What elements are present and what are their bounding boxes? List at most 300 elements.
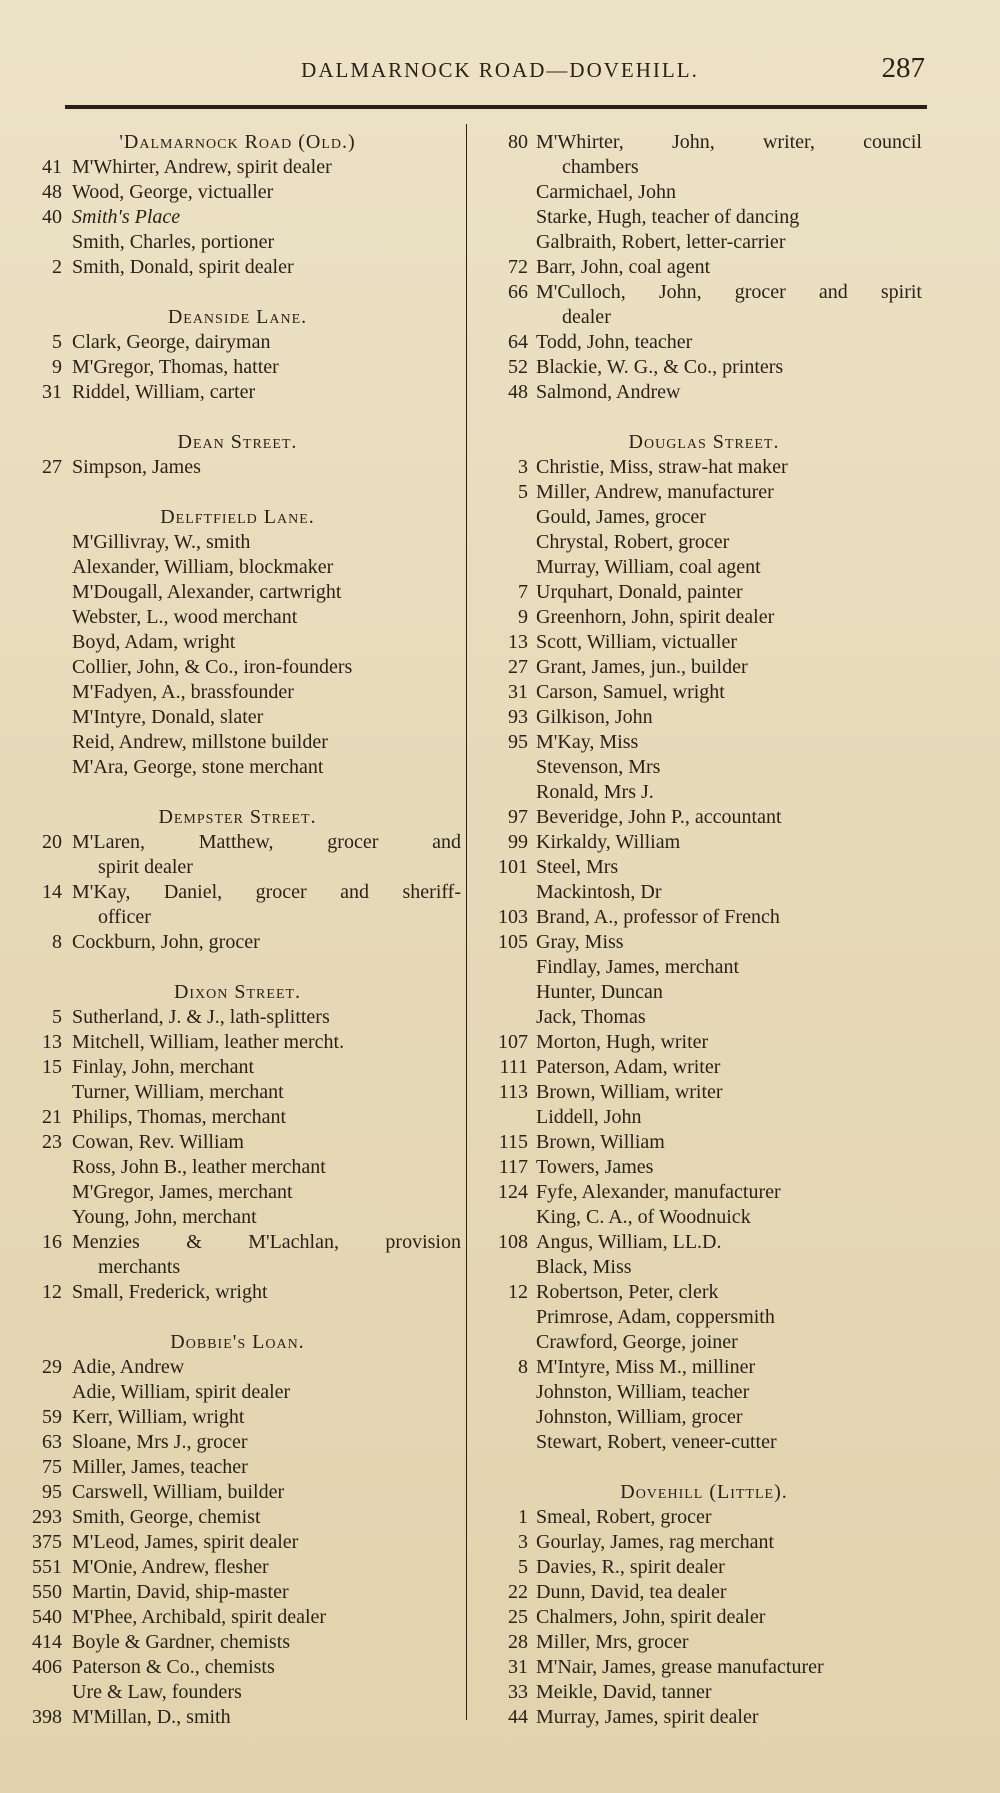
entry-text: Mackintosh, Dr — [536, 881, 662, 903]
house-number: 25 — [508, 1606, 528, 1628]
entry-text: M'Culloch, John, grocer and spirit — [536, 281, 922, 303]
directory-entry — [14, 1530, 461, 1555]
entry-text: Barr, John, coal agent — [536, 256, 711, 278]
entry-text: Smith, Donald, spirit dealer — [72, 256, 294, 278]
directory-entry — [486, 1105, 922, 1130]
directory-entry — [486, 830, 922, 855]
house-number: 105 — [498, 931, 528, 953]
entry-text: Brown, William — [536, 1131, 665, 1153]
house-number — [14, 755, 72, 780]
entry-text: M'Kay, Miss — [536, 731, 639, 753]
directory-entry — [14, 605, 461, 630]
street-heading: Deanside Lane. — [167, 306, 308, 328]
entry-text: King, C. A., of Woodnuick — [536, 1206, 751, 1228]
house-number: 27 — [42, 456, 62, 478]
directory-entry — [14, 1005, 461, 1030]
directory-entry — [14, 330, 461, 355]
directory-entry — [486, 1705, 922, 1730]
entry-text: Dunn, David, tea dealer — [536, 1581, 727, 1603]
entry-text: M'Millan, D., smith — [72, 1706, 231, 1728]
entry-text: Boyd, Adam, wright — [72, 631, 236, 653]
right-column — [486, 130, 922, 1730]
entry-text: M'Fadyen, A., brassfounder — [72, 681, 294, 703]
house-number: 5 — [518, 481, 528, 503]
house-number: 9 — [518, 606, 528, 628]
house-number: 406 — [32, 1656, 62, 1678]
house-number: 52 — [508, 356, 528, 378]
directory-entry — [14, 1205, 461, 1230]
section-gap — [14, 405, 461, 430]
directory-entry — [486, 905, 922, 930]
entry-text: Stevenson, Mrs — [536, 756, 661, 778]
house-number: 2 — [52, 256, 62, 278]
directory-entry — [486, 1255, 922, 1280]
entry-text: Miller, James, teacher — [72, 1456, 248, 1478]
entry-text: Turner, William, merchant — [72, 1081, 284, 1103]
directory-entry — [14, 255, 461, 280]
directory-entry — [486, 1130, 922, 1155]
house-number: 63 — [42, 1431, 62, 1453]
entry-text: Miller, Mrs, grocer — [536, 1631, 689, 1653]
house-number: 5 — [518, 1556, 528, 1578]
directory-entry — [14, 1630, 461, 1655]
house-number: 23 — [42, 1131, 62, 1153]
directory-entry — [486, 755, 922, 780]
entry-text: Primrose, Adam, coppersmith — [536, 1306, 775, 1328]
entry-text: Towers, James — [536, 1156, 654, 1178]
entry-text: Beveridge, John P., accountant — [536, 806, 782, 828]
directory-entry — [486, 1205, 922, 1230]
entry-text: Salmond, Andrew — [536, 381, 681, 403]
entry-text: Urquhart, Donald, painter — [536, 581, 743, 603]
house-number: 31 — [42, 381, 62, 403]
directory-entry — [486, 380, 922, 405]
entry-continuation — [486, 305, 922, 330]
directory-entry — [486, 580, 922, 605]
entry-text: Hunter, Duncan — [536, 981, 663, 1003]
house-number: 8 — [518, 1356, 528, 1378]
street-heading: Dovehill (Little). — [620, 1481, 788, 1503]
entry-text: Meikle, David, tanner — [536, 1681, 712, 1703]
directory-entry — [486, 130, 922, 155]
directory-entry — [14, 830, 461, 855]
directory-entry — [14, 1130, 461, 1155]
street-heading: Dean Street. — [177, 431, 298, 453]
entry-text: Young, John, merchant — [72, 1206, 257, 1228]
directory-entry — [486, 730, 922, 755]
house-number: 108 — [498, 1231, 528, 1253]
house-number: 12 — [508, 1281, 528, 1303]
entry-text: Black, Miss — [536, 1256, 632, 1278]
house-number — [486, 1205, 536, 1230]
directory-entry — [486, 1655, 922, 1680]
entry-text: Johnston, William, grocer — [536, 1406, 743, 1428]
entry-text: M'Kay, Daniel, grocer and sheriff- — [72, 881, 461, 903]
entry-text: Carswell, William, builder — [72, 1481, 285, 1503]
entry-text: Christie, Miss, straw-hat maker — [536, 456, 788, 478]
directory-entry — [14, 455, 461, 480]
directory-entry — [14, 730, 461, 755]
page-number: 287 — [881, 52, 925, 84]
entry-text: M'Dougall, Alexander, cartwright — [72, 581, 342, 603]
entry-text: Riddel, William, carter — [72, 381, 256, 403]
directory-entry — [14, 1055, 461, 1080]
directory-entry — [486, 1380, 922, 1405]
house-number — [14, 680, 72, 705]
house-number: 80 — [508, 131, 528, 153]
directory-entry — [486, 1005, 922, 1030]
entry-continuation — [14, 855, 461, 880]
entry-text: Blackie, W. G., & Co., printers — [536, 356, 784, 378]
house-number: 95 — [508, 731, 528, 753]
house-number — [14, 580, 72, 605]
entry-text: Reid, Andrew, millstone builder — [72, 731, 328, 753]
entry-text: Boyle & Gardner, chemists — [72, 1631, 291, 1653]
entry-text: M'Leod, James, spirit dealer — [72, 1531, 299, 1553]
house-number: 13 — [42, 1031, 62, 1053]
entry-text: Mitchell, William, leather mercht. — [72, 1031, 345, 1053]
house-number: 113 — [498, 1081, 528, 1103]
directory-entry — [486, 980, 922, 1005]
house-number: 293 — [32, 1506, 62, 1528]
entry-text: M'Whirter, John, writer, council — [536, 131, 922, 153]
section-gap — [14, 280, 461, 305]
entry-text: Kerr, William, wright — [72, 1406, 245, 1428]
house-number: 75 — [42, 1456, 62, 1478]
house-number — [486, 1305, 536, 1330]
entry-text: Todd, John, teacher — [536, 331, 693, 353]
column-divider — [466, 124, 467, 1720]
directory-entry — [14, 1430, 461, 1455]
entry-text: Menzies & M'Lachlan, provision — [72, 1231, 461, 1253]
entry-text: merchants — [98, 1256, 181, 1278]
directory-entry — [14, 205, 461, 230]
entry-text: M'Nair, James, grease manufacturer — [536, 1656, 824, 1678]
directory-entry — [486, 855, 922, 880]
street-heading: Dobbie's Loan. — [170, 1331, 305, 1353]
directory-entry — [14, 555, 461, 580]
house-number — [486, 955, 536, 980]
directory-entry — [486, 605, 922, 630]
house-number: 550 — [32, 1581, 62, 1603]
directory-entry — [486, 1630, 922, 1655]
entry-text: Ure & Law, founders — [72, 1681, 242, 1703]
directory-entry — [486, 630, 922, 655]
entry-text: Greenhorn, John, spirit dealer — [536, 606, 775, 628]
house-number: 16 — [42, 1231, 62, 1253]
entry-text: Fyfe, Alexander, manufacturer — [536, 1181, 781, 1203]
entry-text: Miller, Andrew, manufacturer — [536, 481, 774, 503]
directory-entry — [486, 330, 922, 355]
directory-entry — [486, 1405, 922, 1430]
house-number: 8 — [52, 931, 62, 953]
house-number: 117 — [498, 1156, 528, 1178]
directory-entry — [486, 230, 922, 255]
house-number: 27 — [508, 656, 528, 678]
house-number — [486, 1430, 536, 1455]
directory-entry — [14, 705, 461, 730]
directory-entry — [14, 155, 461, 180]
directory-entry — [14, 1605, 461, 1630]
directory-entry — [486, 1180, 922, 1205]
directory-entry — [14, 1705, 461, 1730]
street-heading: Dixon Street. — [173, 981, 302, 1003]
house-number: 7 — [518, 581, 528, 603]
directory-entry — [486, 480, 922, 505]
house-number: 28 — [508, 1631, 528, 1653]
house-number — [14, 1380, 72, 1405]
street-heading: 'Dalmarnock Road (Old.) — [119, 131, 356, 153]
entry-text: Chrystal, Robert, grocer — [536, 531, 730, 553]
entry-text: Grant, James, jun., builder — [536, 656, 748, 678]
directory-entry — [14, 755, 461, 780]
house-number — [14, 630, 72, 655]
house-number: 5 — [52, 1006, 62, 1028]
house-number — [486, 230, 536, 255]
directory-entry — [14, 1480, 461, 1505]
entry-text: Adie, Andrew — [72, 1356, 185, 1378]
directory-entry — [14, 1280, 461, 1305]
house-number: 375 — [32, 1531, 62, 1553]
entry-text: Carson, Samuel, wright — [536, 681, 725, 703]
entry-text: Galbraith, Robert, letter-carrier — [536, 231, 786, 253]
entry-text: M'Gillivray, W., smith — [72, 531, 251, 553]
house-number: 551 — [32, 1556, 62, 1578]
house-number — [486, 205, 536, 230]
house-number: 12 — [42, 1281, 62, 1303]
house-number — [14, 230, 72, 255]
directory-entry — [486, 1280, 922, 1305]
house-number — [14, 705, 72, 730]
directory-entry — [486, 1055, 922, 1080]
directory-entry — [486, 1330, 922, 1355]
entry-text: Murray, James, spirit dealer — [536, 1706, 759, 1728]
directory-entry — [486, 655, 922, 680]
house-number: 31 — [508, 681, 528, 703]
entry-text: Cowan, Rev. William — [72, 1131, 244, 1153]
house-number — [486, 880, 536, 905]
directory-entry — [14, 680, 461, 705]
directory-entry — [486, 505, 922, 530]
directory-entry — [14, 930, 461, 955]
house-number: 93 — [508, 706, 528, 728]
directory-entry — [14, 1555, 461, 1580]
entry-text: Sutherland, J. & J., lath-splitters — [72, 1006, 330, 1028]
house-number: 103 — [498, 906, 528, 928]
house-number — [14, 1680, 72, 1705]
entry-text: Webster, L., wood merchant — [72, 606, 298, 628]
entry-text: Scott, William, victualler — [536, 631, 738, 653]
directory-entry — [14, 1155, 461, 1180]
directory-entry — [14, 1380, 461, 1405]
directory-entry — [486, 530, 922, 555]
directory-entry — [486, 1680, 922, 1705]
directory-entry — [14, 1230, 461, 1255]
directory-entry — [486, 555, 922, 580]
section-gap — [14, 1305, 461, 1330]
entry-text: Chalmers, John, spirit dealer — [536, 1606, 766, 1628]
entry-text: Murray, William, coal agent — [536, 556, 761, 578]
directory-entry — [486, 930, 922, 955]
house-number: 64 — [508, 331, 528, 353]
directory-entry — [486, 805, 922, 830]
entry-text: chambers — [562, 156, 639, 178]
entry-text: Finlay, John, merchant — [72, 1056, 255, 1078]
directory-entry — [14, 655, 461, 680]
directory-entry — [14, 580, 461, 605]
directory-entry — [14, 1655, 461, 1680]
directory-entry — [14, 530, 461, 555]
entry-text: Starke, Hugh, teacher of dancing — [536, 206, 800, 228]
directory-entry — [14, 630, 461, 655]
directory-entry — [486, 1555, 922, 1580]
directory-entry — [486, 455, 922, 480]
left-column — [14, 130, 461, 1730]
directory-entry — [486, 205, 922, 230]
entry-text: M'Gregor, James, merchant — [72, 1181, 293, 1203]
house-number: 1 — [518, 1506, 528, 1528]
house-number: 66 — [508, 281, 528, 303]
entry-text: Ronald, Mrs J. — [536, 781, 654, 803]
directory-entry — [486, 255, 922, 280]
directory-entry — [14, 380, 461, 405]
entry-text: dealer — [562, 306, 611, 328]
entry-text: M'Laren, Matthew, grocer and — [72, 831, 461, 853]
house-number: 22 — [508, 1581, 528, 1603]
page-header — [0, 52, 1000, 92]
entry-continuation — [14, 1255, 461, 1280]
entry-text: Alexander, William, blockmaker — [72, 556, 334, 578]
house-number — [486, 980, 536, 1005]
entry-text: Smith, George, chemist — [72, 1506, 261, 1528]
entry-text: Robertson, Peter, clerk — [536, 1281, 719, 1303]
house-number: 59 — [42, 1406, 62, 1428]
house-number — [486, 505, 536, 530]
house-number: 398 — [32, 1706, 62, 1728]
house-number — [486, 1330, 536, 1355]
entry-text: Brand, A., professor of French — [536, 906, 780, 928]
house-number — [14, 530, 72, 555]
directory-entry — [14, 1105, 461, 1130]
entry-text: Liddell, John — [536, 1106, 642, 1128]
directory-entry — [486, 1605, 922, 1630]
entry-text: Davies, R., spirit dealer — [536, 1556, 725, 1578]
entry-continuation — [486, 155, 922, 180]
entry-text: Crawford, George, joiner — [536, 1331, 738, 1353]
house-number: 13 — [508, 631, 528, 653]
entry-text: Ross, John B., leather merchant — [72, 1156, 326, 1178]
house-number — [486, 1380, 536, 1405]
entry-text: M'Intyre, Donald, slater — [72, 706, 264, 728]
entry-text: Findlay, James, merchant — [536, 956, 740, 978]
house-number: 44 — [508, 1706, 528, 1728]
house-number: 111 — [499, 1056, 528, 1078]
section-gap — [486, 405, 922, 430]
entry-text: M'Ara, George, stone merchant — [72, 756, 324, 778]
entry-text: Adie, William, spirit dealer — [72, 1381, 291, 1403]
house-number: 99 — [508, 831, 528, 853]
house-number: 40 — [42, 206, 62, 228]
header-rule — [65, 105, 927, 109]
entry-text: Angus, William, LL.D. — [536, 1231, 722, 1253]
house-number — [486, 180, 536, 205]
house-number — [486, 1105, 536, 1130]
directory-entry — [14, 1405, 461, 1430]
house-number: 31 — [508, 1656, 528, 1678]
entry-text: Jack, Thomas — [536, 1006, 646, 1028]
house-number — [14, 1180, 72, 1205]
house-number: 107 — [498, 1031, 528, 1053]
directory-entry — [14, 1580, 461, 1605]
house-number: 97 — [508, 806, 528, 828]
house-number — [14, 1080, 72, 1105]
entry-text: Small, Frederick, wright — [72, 1281, 268, 1303]
directory-entry — [14, 1355, 461, 1380]
directory-entry — [14, 1680, 461, 1705]
house-number — [14, 730, 72, 755]
entry-text: M'Intyre, Miss M., milliner — [536, 1356, 756, 1378]
entry-text: Collier, John, & Co., iron-founders — [72, 656, 353, 678]
entry-text: Brown, William, writer — [536, 1081, 723, 1103]
house-number: 540 — [32, 1606, 62, 1628]
entry-text: Smith's Place — [72, 206, 181, 228]
house-number — [14, 605, 72, 630]
directory-entry — [14, 355, 461, 380]
directory-entry — [14, 230, 461, 255]
directory-entry — [486, 1355, 922, 1380]
entry-text: Paterson & Co., chemists — [72, 1656, 275, 1678]
entry-text: Clark, George, dairyman — [72, 331, 271, 353]
entry-text: Gourlay, James, rag merchant — [536, 1531, 775, 1553]
directory-entry — [14, 1455, 461, 1480]
directory-entry — [486, 1305, 922, 1330]
entry-text: Kirkaldy, William — [536, 831, 681, 853]
entry-text: Gould, James, grocer — [536, 506, 706, 528]
section-gap — [14, 480, 461, 505]
house-number: 21 — [42, 1106, 62, 1128]
entry-text: Martin, David, ship-master — [72, 1581, 289, 1603]
running-title: DALMARNOCK ROAD—DOVEHILL. — [301, 58, 699, 82]
street-heading: Douglas Street. — [628, 431, 780, 453]
directory-entry — [486, 1580, 922, 1605]
directory-entry — [486, 1080, 922, 1105]
house-number — [486, 555, 536, 580]
house-number — [486, 755, 536, 780]
house-number: 5 — [52, 331, 62, 353]
house-number: 101 — [498, 856, 528, 878]
entry-text: Wood, George, victualler — [72, 181, 274, 203]
house-number — [486, 1405, 536, 1430]
directory-entry — [486, 1155, 922, 1180]
house-number — [486, 780, 536, 805]
entry-text: Morton, Hugh, writer — [536, 1031, 709, 1053]
entry-text: Johnston, William, teacher — [536, 1381, 750, 1403]
entry-text: Gray, Miss — [536, 931, 624, 953]
directory-entry — [486, 180, 922, 205]
house-number: 9 — [52, 356, 62, 378]
section-gap — [486, 1455, 922, 1480]
entry-text: officer — [98, 906, 151, 928]
house-number: 3 — [518, 456, 528, 478]
house-number: 41 — [42, 156, 62, 178]
directory-entry — [486, 780, 922, 805]
entry-text: M'Gregor, Thomas, hatter — [72, 356, 279, 378]
directory-entry — [486, 355, 922, 380]
house-number: 72 — [508, 256, 528, 278]
entry-text: Paterson, Adam, writer — [536, 1056, 721, 1078]
house-number: 14 — [42, 881, 62, 903]
house-number: 115 — [498, 1131, 528, 1153]
